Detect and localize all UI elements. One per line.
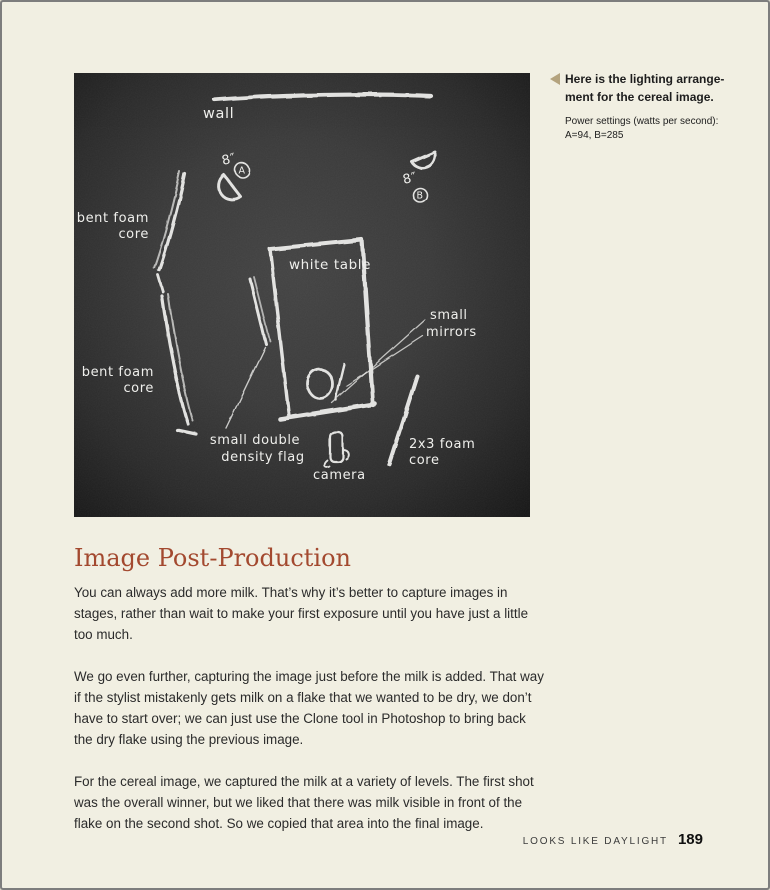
paragraph: You can always add more milk. That’s why it’s better to capture images in stages, rather than wait to make your first exposure until you have just a little too much. — [74, 585, 529, 642]
chapter-title: LOOKS LIKE DAYLIGHT — [522, 836, 668, 847]
paragraph: We go even further, capturing the image just before the milk is added. That way if the stylist mistakenly gets milk on a flake that we wanted to be dry, we don’t have to start over; we can just use the Clone tool in Photoshop to bring back the dry flake using the previous image. — [74, 669, 544, 747]
label-light-a-id: A — [238, 165, 246, 177]
label-light-a-size: 8″ — [220, 150, 238, 169]
label-light-b-id: B — [416, 190, 424, 202]
power-settings-line: A=94, B=285 — [565, 129, 624, 141]
page-footer — [523, 831, 703, 848]
lighting-diagram-photo — [74, 73, 530, 517]
article-body — [74, 545, 544, 855]
label-bent-foam-core-2-line2: core — [123, 381, 154, 396]
label-density-flag-line2: density flag — [221, 450, 305, 465]
label-wall: wall — [203, 106, 235, 122]
paragraph: For the cereal image, we captured the milk at a variety of levels. The first shot was the overall winner, but we liked that there was milk visible in front of the flake on the second shot. So we copied that area into the final image. — [74, 774, 534, 831]
margin-note-line: Here is the lighting arrange- — [565, 72, 725, 86]
margin-note-line: ment for the cereal image. — [565, 89, 714, 104]
label-light-b-size: 8″ — [401, 169, 419, 188]
label-foam-2x3-line1: 2x3 foam — [409, 437, 476, 452]
margin-note-arrow-icon — [550, 73, 560, 85]
label-bent-foam-core-2-line1: bent foam — [81, 365, 154, 380]
power-settings-line: Power settings (watts per second): — [565, 116, 719, 127]
label-small-mirrors-line2: mirrors — [426, 325, 477, 340]
page-number: 189 — [677, 831, 703, 848]
label-density-flag-line1: small double — [209, 433, 301, 448]
chalkboard-svg — [74, 73, 530, 517]
label-small-mirrors-line1: small — [430, 308, 468, 323]
label-bent-foam-core-1-line1: bent foam — [76, 211, 149, 226]
label-white-table: white table — [289, 257, 372, 273]
label-camera: camera — [313, 468, 366, 483]
section-heading: Image Post-Production — [74, 544, 351, 572]
margin-note — [565, 71, 733, 142]
label-foam-2x3-line2: core — [409, 453, 440, 468]
label-bent-foam-core-1-line2: core — [118, 227, 149, 242]
